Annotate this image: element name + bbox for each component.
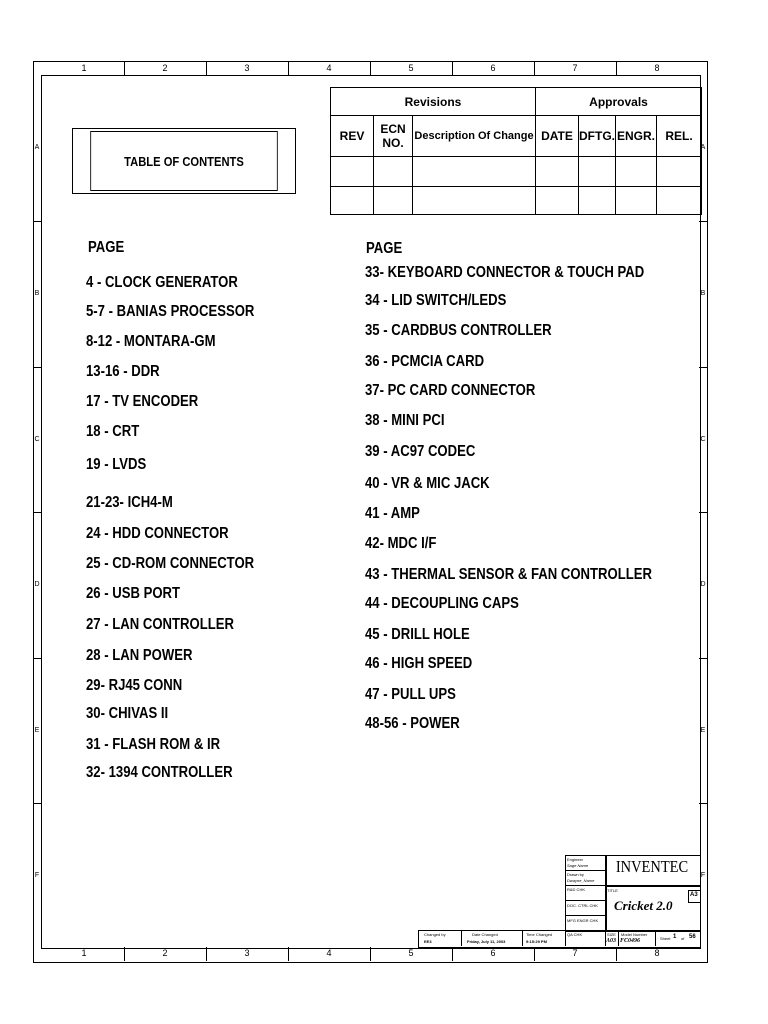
drawn-label: Drawn by [567, 872, 584, 877]
col-marker: 7 [572, 63, 578, 73]
row-marker: A [700, 144, 706, 151]
rel-col: REL. [657, 116, 702, 157]
rd-check-label: R&D CHK [567, 887, 586, 892]
row-marker: D [34, 581, 40, 588]
col-marker: 3 [244, 948, 250, 958]
divider [33, 367, 41, 368]
company-name: INVENTEC [615, 857, 689, 876]
list-item: 5-7 - BANIAS PROCESSOR [86, 303, 255, 320]
col-marker: 4 [326, 63, 332, 73]
date-changed-label: Date Changed [472, 932, 498, 937]
divider [618, 930, 619, 946]
divider [370, 947, 371, 961]
time-changed-label: Time Changed [526, 932, 553, 937]
divider [534, 947, 535, 961]
col-marker: 8 [654, 63, 660, 73]
divider [288, 947, 289, 961]
divider [452, 947, 453, 961]
changed-by-label: Changed by [424, 932, 446, 937]
list-item: 41 - AMP [365, 505, 420, 522]
drawing-title: Cricket 2.0 [614, 898, 673, 913]
revisions-header: Revisions [331, 88, 536, 116]
qa-check-label: QA CHK [567, 932, 583, 937]
list-item: 35 - CARDBUS CONTROLLER [365, 322, 552, 339]
list-item: 39 - AC97 CODEC [365, 443, 476, 460]
model-value: FC0496 [620, 938, 641, 944]
approvals-header: Approvals [536, 88, 702, 116]
divider [33, 803, 41, 804]
list-item: 30- CHIVAS II [86, 705, 169, 722]
row-marker: C [700, 436, 706, 443]
divider [616, 947, 617, 961]
divider [655, 930, 656, 946]
list-item: 36 - PCMCIA CARD [365, 353, 485, 370]
list-item: 18 - CRT [86, 423, 140, 440]
divider [565, 930, 566, 946]
list-item: 19 - LVDS [86, 456, 147, 473]
divider [370, 61, 371, 75]
list-item: 8-12 - MONTARA-GM [86, 333, 216, 350]
row-marker: B [700, 290, 706, 297]
divider [522, 930, 523, 946]
col-marker: 6 [490, 63, 496, 73]
engineer-value: Sage Name [567, 863, 589, 868]
mfg-check-label: MFG ENGR CHK [567, 918, 599, 923]
divider [452, 61, 453, 75]
list-item: 37- PC CARD CONNECTOR [365, 382, 536, 399]
divider [206, 61, 207, 75]
sheet-label: Sheet [660, 936, 671, 941]
divider [534, 61, 535, 75]
list-item: 25 - CD-ROM CONNECTOR [86, 555, 255, 572]
row-marker: B [34, 290, 40, 297]
model-label: Model Number [621, 932, 648, 937]
size-code-value: A03 [606, 938, 617, 944]
list-item: 24 - HDD CONNECTOR [86, 525, 229, 542]
list-item: 47 - PULL UPS [365, 686, 456, 703]
divider [124, 61, 125, 75]
description-col: Description Of Change [413, 116, 536, 157]
row-marker: D [700, 581, 706, 588]
col-marker: 8 [654, 948, 660, 958]
ecn-col: ECN NO. [374, 116, 413, 157]
engineer-label: Engineer [567, 857, 584, 862]
table-row [331, 187, 702, 215]
col-marker: 2 [162, 948, 168, 958]
list-item: 26 - USB PORT [86, 585, 181, 602]
row-marker: E [34, 727, 40, 734]
divider [699, 512, 707, 513]
date-col: DATE [536, 116, 579, 157]
divider [461, 930, 462, 946]
col-marker: 5 [408, 948, 414, 958]
sheet-number: 1 [673, 934, 677, 940]
list-item: 45 - DRILL HOLE [365, 626, 470, 643]
divider [616, 61, 617, 75]
row-marker: F [34, 872, 40, 879]
list-item: 48-56 - POWER [365, 715, 460, 732]
of-label: of [681, 936, 685, 941]
divider [565, 900, 605, 901]
title-label: TITLE [607, 888, 618, 893]
row-marker: E [700, 727, 706, 734]
list-item: 4 - CLOCK GENERATOR [86, 274, 238, 291]
list-item: 31 - FLASH ROM & IR [86, 736, 221, 753]
revisions-table [330, 87, 702, 215]
size-value: A3 [690, 892, 698, 898]
list-item: 29- RJ45 CONN [86, 677, 183, 694]
col-marker: 6 [490, 948, 496, 958]
list-item: 32- 1394 CONTROLLER [86, 764, 233, 781]
list-item: 40 - VR & MIC JACK [365, 475, 490, 492]
col-marker: 2 [162, 63, 168, 73]
list-item: 13-16 - DDR [86, 363, 160, 380]
list-item: 46 - HIGH SPEED [365, 655, 473, 672]
list-item: 42- MDC I/F [365, 535, 437, 552]
row-marker: C [34, 436, 40, 443]
divider [699, 803, 707, 804]
dftg-col: DFTG. [579, 116, 616, 157]
col-marker: 7 [572, 948, 578, 958]
list-item: 21-23- ICH4-M [86, 494, 173, 511]
rev-col: REV [331, 116, 374, 157]
time-changed-value: 9:15:29 PM [526, 939, 547, 944]
list-item: 34 - LID SWITCH/LEDS [365, 292, 507, 309]
divider [699, 221, 707, 222]
table-row [331, 157, 702, 187]
doc-ctrl-label: DOC. CTRL CHK [567, 903, 598, 908]
size-code-label: SIZE [607, 932, 616, 937]
divider [565, 885, 605, 886]
divider [33, 512, 41, 513]
list-item: 43 - THERMAL SENSOR & FAN CONTROLLER [365, 566, 652, 583]
sheet-total: 56 [689, 934, 696, 940]
list-item: 17 - TV ENCODER [86, 393, 199, 410]
list-item: 44 - DECOUPLING CAPS [365, 595, 519, 612]
right-page-heading: PAGE [366, 240, 403, 257]
list-item: 33- KEYBOARD CONNECTOR & TOUCH PAD [365, 264, 645, 281]
col-marker: 3 [244, 63, 250, 73]
drawn-value: Dwayne_Name [567, 878, 595, 883]
divider [699, 658, 707, 659]
col-marker: 5 [408, 63, 414, 73]
left-page-heading: PAGE [88, 239, 125, 256]
list-item: 38 - MINI PCI [365, 412, 445, 429]
divider [33, 221, 41, 222]
changed-by-value: EE3 [424, 939, 432, 944]
divider [206, 947, 207, 961]
engr-col: ENGR. [616, 116, 657, 157]
divider [33, 658, 41, 659]
divider [565, 915, 605, 916]
toc-title: TABLE OF CONTENTS [90, 131, 277, 191]
list-item: 28 - LAN POWER [86, 647, 193, 664]
date-changed-value: Friday, July 11, 2003 [467, 939, 506, 944]
col-marker: 1 [81, 948, 87, 958]
col-marker: 4 [326, 948, 332, 958]
divider [288, 61, 289, 75]
divider [699, 367, 707, 368]
divider [565, 870, 605, 871]
row-marker: F [700, 872, 706, 879]
divider [124, 947, 125, 961]
row-marker: A [34, 144, 40, 151]
col-marker: 1 [81, 63, 87, 73]
list-item: 27 - LAN CONTROLLER [86, 616, 234, 633]
